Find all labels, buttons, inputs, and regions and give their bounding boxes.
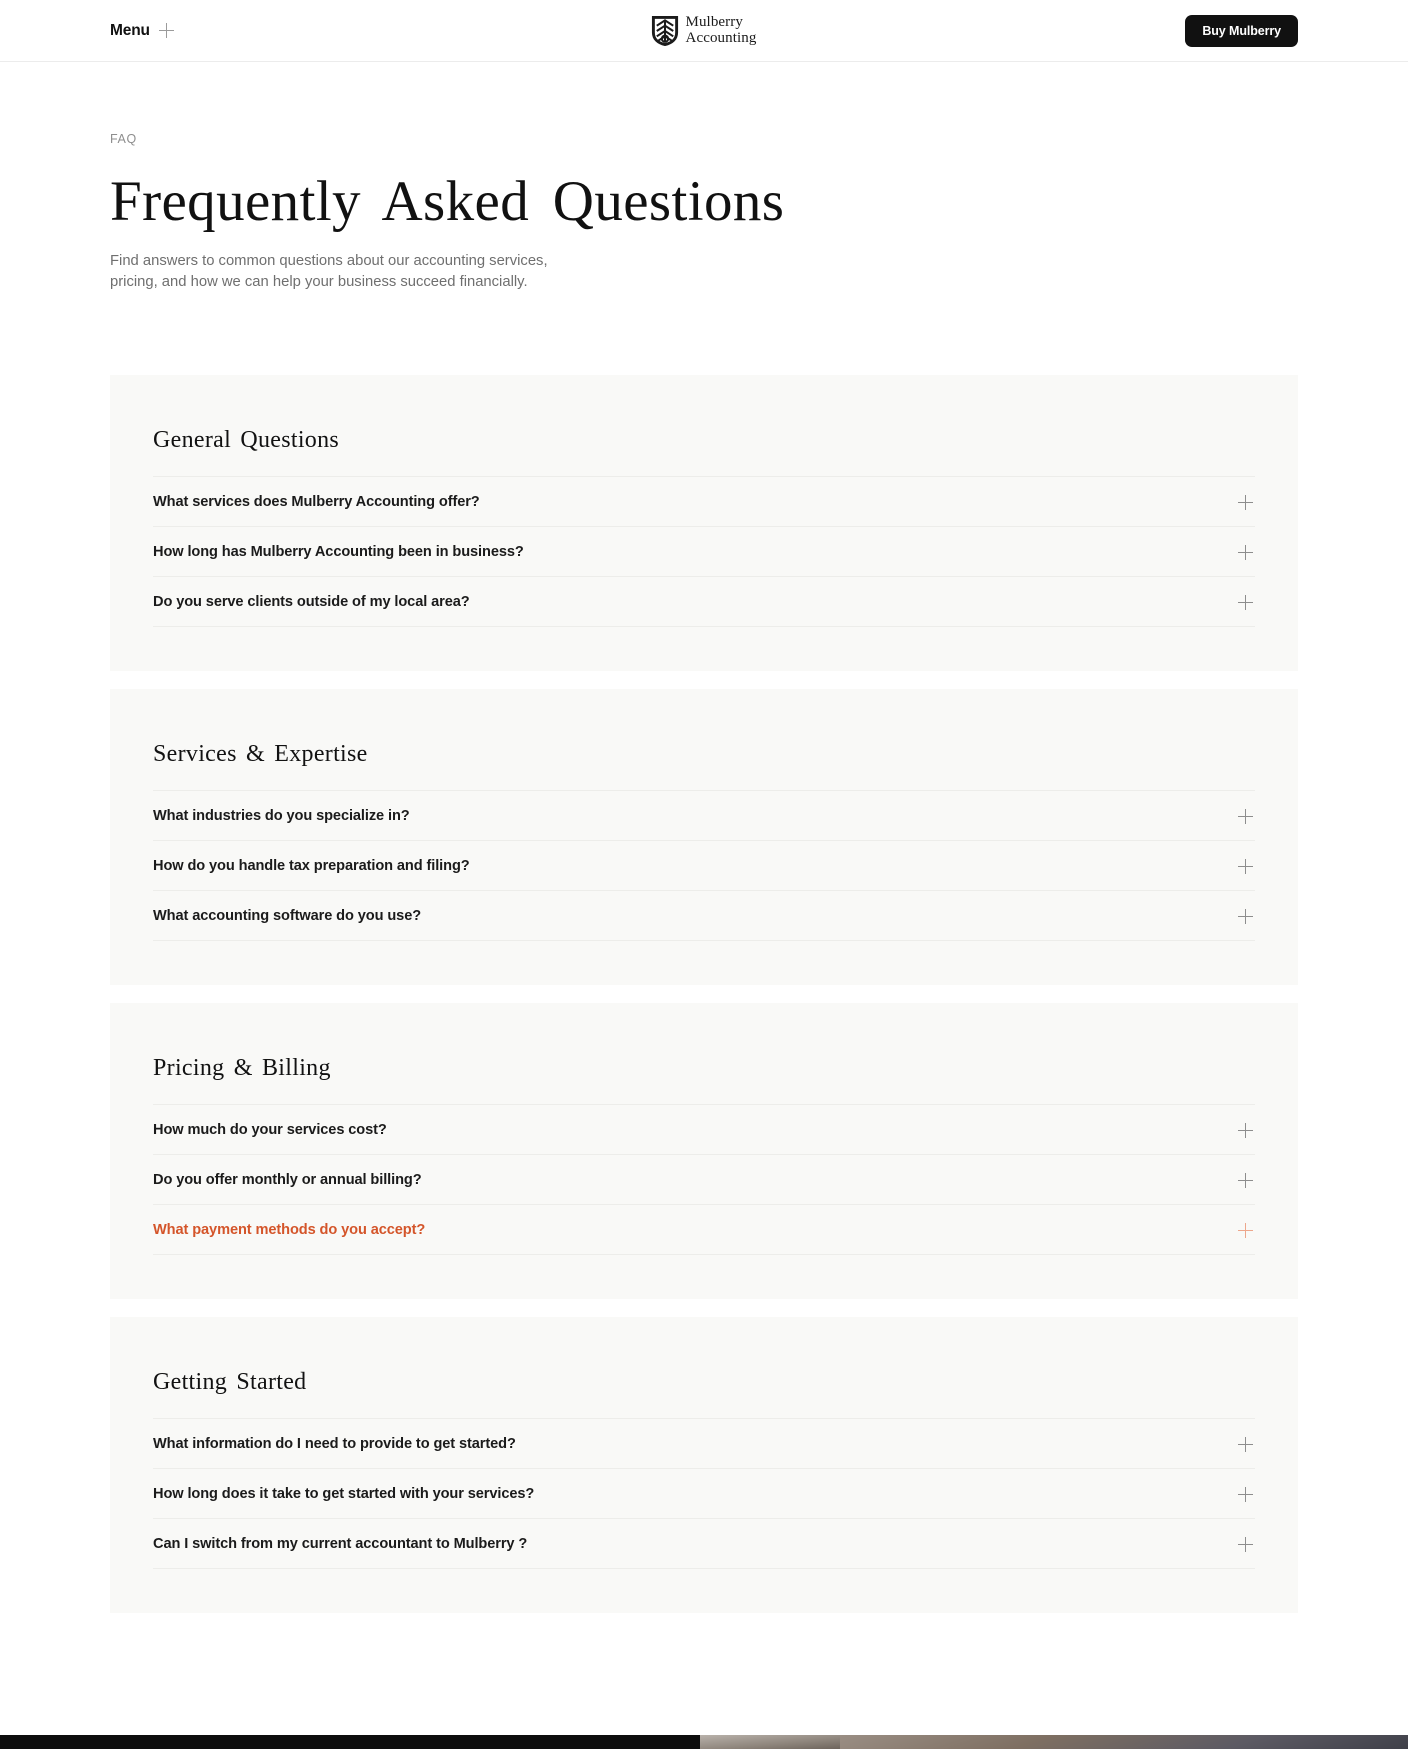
faq-item[interactable] bbox=[153, 1518, 1255, 1569]
plus-icon[interactable] bbox=[1238, 859, 1253, 874]
faq-card bbox=[110, 1317, 1298, 1613]
menu-label: Menu bbox=[110, 21, 150, 39]
faq-sections bbox=[0, 375, 1408, 1613]
plus-icon[interactable] bbox=[1238, 909, 1253, 924]
plus-icon[interactable] bbox=[1238, 809, 1253, 824]
faq-question: How long does it take to get started with your services? bbox=[153, 1486, 535, 1503]
page-title: Frequently Asked Questions bbox=[110, 170, 785, 233]
site-header bbox=[0, 0, 1408, 62]
mulberry-shield-logo-icon bbox=[652, 16, 679, 46]
faq-item[interactable] bbox=[153, 1418, 1255, 1468]
plus-icon[interactable] bbox=[1238, 1537, 1253, 1552]
menu-button[interactable] bbox=[110, 22, 174, 40]
peek-dark-panel bbox=[0, 1735, 700, 1749]
faq-question: How long has Mulberry Accounting been in business? bbox=[153, 544, 524, 561]
faq-item[interactable] bbox=[153, 840, 1255, 890]
plus-icon[interactable] bbox=[1238, 545, 1253, 560]
faq-card-title: Services & Expertise bbox=[153, 741, 368, 768]
faq-item[interactable] bbox=[153, 1204, 1255, 1255]
faq-item[interactable] bbox=[153, 1104, 1255, 1154]
faq-card-title: Pricing & Billing bbox=[153, 1055, 331, 1082]
faq-question: Can I switch from my current accountant to Mulberry ? bbox=[153, 1536, 528, 1553]
plus-icon[interactable] bbox=[1238, 1487, 1253, 1502]
brand-logo[interactable] bbox=[652, 15, 757, 46]
faq-question: What accounting software do you use? bbox=[153, 908, 422, 925]
plus-icon[interactable] bbox=[1238, 595, 1253, 610]
faq-item[interactable] bbox=[153, 526, 1255, 576]
faq-question: Do you offer monthly or annual billing? bbox=[153, 1172, 422, 1189]
peek-image-a bbox=[700, 1735, 840, 1749]
brand-line-2: Accounting bbox=[685, 29, 757, 46]
faq-item[interactable] bbox=[153, 476, 1255, 526]
faq-question: How do you handle tax preparation and filing? bbox=[153, 858, 470, 875]
buy-mulberry-button[interactable]: Buy Mulberry bbox=[1185, 15, 1298, 47]
faq-question: What industries do you specialize in? bbox=[153, 808, 410, 825]
faq-card bbox=[110, 1003, 1298, 1299]
faq-question: What services does Mulberry Accounting offer? bbox=[153, 494, 480, 511]
page-subtitle: Find answers to common questions about our accounting services, pricing, and how we can help your business succeed financially. bbox=[110, 252, 548, 290]
faq-question: Do you serve clients outside of my local area? bbox=[153, 594, 470, 611]
plus-icon[interactable] bbox=[1238, 1173, 1253, 1188]
hero-section bbox=[0, 62, 1408, 293]
brand-wordmark bbox=[686, 15, 757, 46]
faq-card bbox=[110, 689, 1298, 985]
faq-item[interactable] bbox=[153, 1468, 1255, 1518]
faq-question: How much do your services cost? bbox=[153, 1122, 387, 1139]
faq-question: What payment methods do you accept? bbox=[153, 1222, 426, 1239]
plus-icon[interactable] bbox=[1238, 1437, 1253, 1452]
plus-icon bbox=[159, 23, 174, 38]
faq-card bbox=[110, 375, 1298, 671]
next-section-peek bbox=[0, 1735, 1408, 1749]
faq-card-title: General Questions bbox=[153, 427, 340, 454]
plus-icon[interactable] bbox=[1238, 1223, 1253, 1238]
peek-image-b bbox=[840, 1735, 1408, 1749]
faq-item[interactable] bbox=[153, 1154, 1255, 1204]
faq-item[interactable] bbox=[153, 576, 1255, 627]
plus-icon[interactable] bbox=[1238, 1123, 1253, 1138]
faq-question: What information do I need to provide to get started? bbox=[153, 1436, 516, 1453]
faq-card-title: Getting Started bbox=[153, 1369, 307, 1396]
faq-item[interactable] bbox=[153, 790, 1255, 840]
plus-icon[interactable] bbox=[1238, 495, 1253, 510]
brand-line-1: Mulberry bbox=[685, 14, 743, 31]
faq-item[interactable] bbox=[153, 890, 1255, 941]
page-eyebrow: FAQ bbox=[110, 132, 137, 146]
